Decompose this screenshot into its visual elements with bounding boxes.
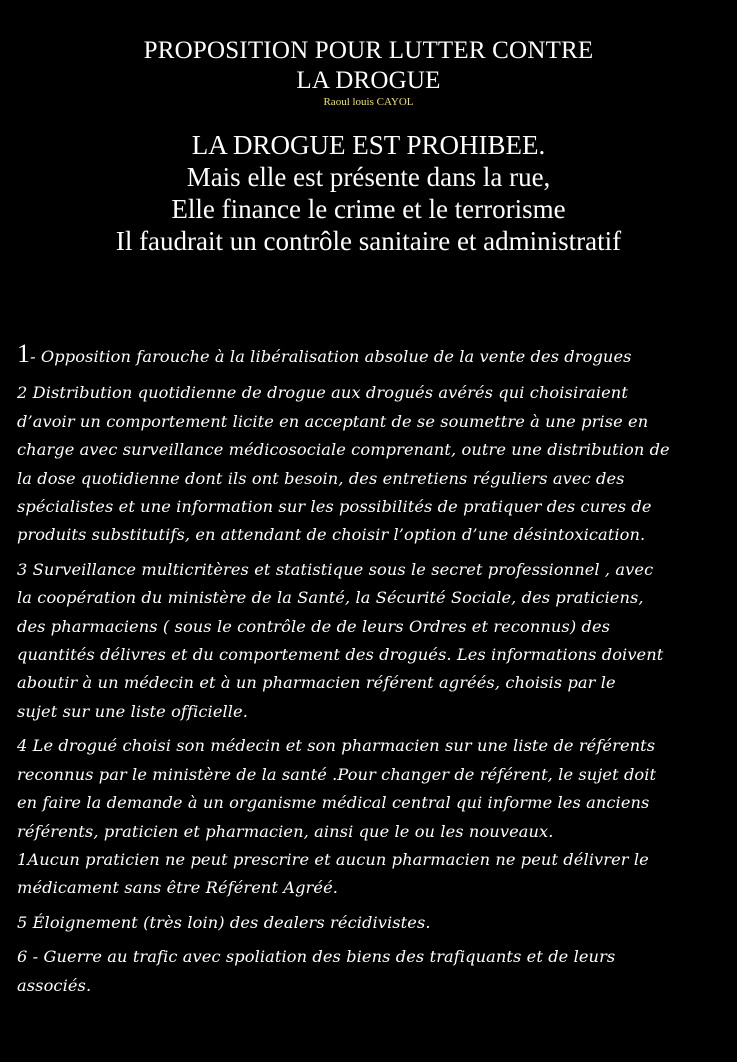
point-4-line: 4 Le drogué choisi son médecin et son pharmacien sur une liste de référents [17,736,656,756]
point-6-line: associés. [17,975,92,995]
point-2-line: charge avec surveillance médicosociale comprenant, outre une distribution de [17,440,670,460]
point-2-line: spécialistes et une information sur les possibilités de pratiquer des cures de [17,497,652,517]
point-4-line: référents, praticien et pharmacien, ainsi que le ou les nouveaux. [17,821,554,841]
point-5 [17,909,722,937]
point-4 [17,732,722,902]
title-line-1: PROPOSITION POUR LUTTER CONTRE [143,37,594,64]
subtitle-line-1: LA DROGUE EST PROHIBEE. [191,130,546,160]
point-4-line: médicament sans être Référent Agréé. [17,878,339,898]
point-3-line: aboutir à un médecin et à un pharmacien référent agréés, choisis par le [17,673,616,693]
point-4-line: 1Aucun praticien ne peut prescrire et aucun pharmacien ne peut délivrer le [17,849,649,869]
point-2-line: la dose quotidienne dont ils ont besoin, des entretiens réguliers avec des [17,468,625,488]
point-3-line: quantités délivres et du comportement des drogués. Les informations doivent [17,645,664,665]
point-1 [17,340,722,371]
point-4-line: en faire la demande à un organisme médical central qui informe les anciens [17,793,650,813]
point-2-line: d’avoir un comportement licite en acceptant de se soumettre à une prise en [17,411,649,431]
subtitle-line-2: Mais elle est présente dans la rue, [186,162,551,192]
point-1-text: - Opposition farouche à la libéralisation absolue de la vente des drogues [30,347,632,366]
point-4-line: reconnus par le ministère de la santé .Pour changer de référent, le sujet doit [17,764,657,784]
point-6 [17,943,722,1000]
point-2-line: 2 Distribution quotidienne de drogue aux drogués avérés qui choisiraient [17,383,628,403]
author-name: Raoul louis CAYOL [323,96,414,108]
title-line-2: LA DROGUE [296,67,441,94]
point-3-line: des pharmaciens ( sous le contrôle de de leurs Ordres et reconnus) des [17,616,611,636]
point-2-line: produits substitutifs, en attendant de choisir l’option d’une désintoxication. [17,525,646,545]
point-1-number: 1 [17,339,31,368]
point-6-line: 6 - Guerre au trafic avec spoliation des biens des trafiquants et de leurs [17,947,616,967]
point-3-line: la coopération du ministère de la Santé, la Sécurité Sociale, des praticiens, [17,588,644,608]
point-3-line: sujet sur une liste officielle. [17,701,248,721]
point-3-line: 3 Surveillance multicritères et statistique sous le secret professionnel , avec [17,559,654,579]
document-header [0,0,737,257]
point-2 [17,379,722,549]
subtitle-block [0,129,737,257]
proposal-points [17,340,722,1006]
subtitle-line-3: Elle finance le crime et le terrorisme [171,194,566,224]
subtitle-line-4: Il faudrait un contrôle sanitaire et administratif [115,226,622,256]
point-3 [17,556,722,726]
point-5-line: 5 Éloignement (très loin) des dealers récidivistes. [17,912,431,932]
